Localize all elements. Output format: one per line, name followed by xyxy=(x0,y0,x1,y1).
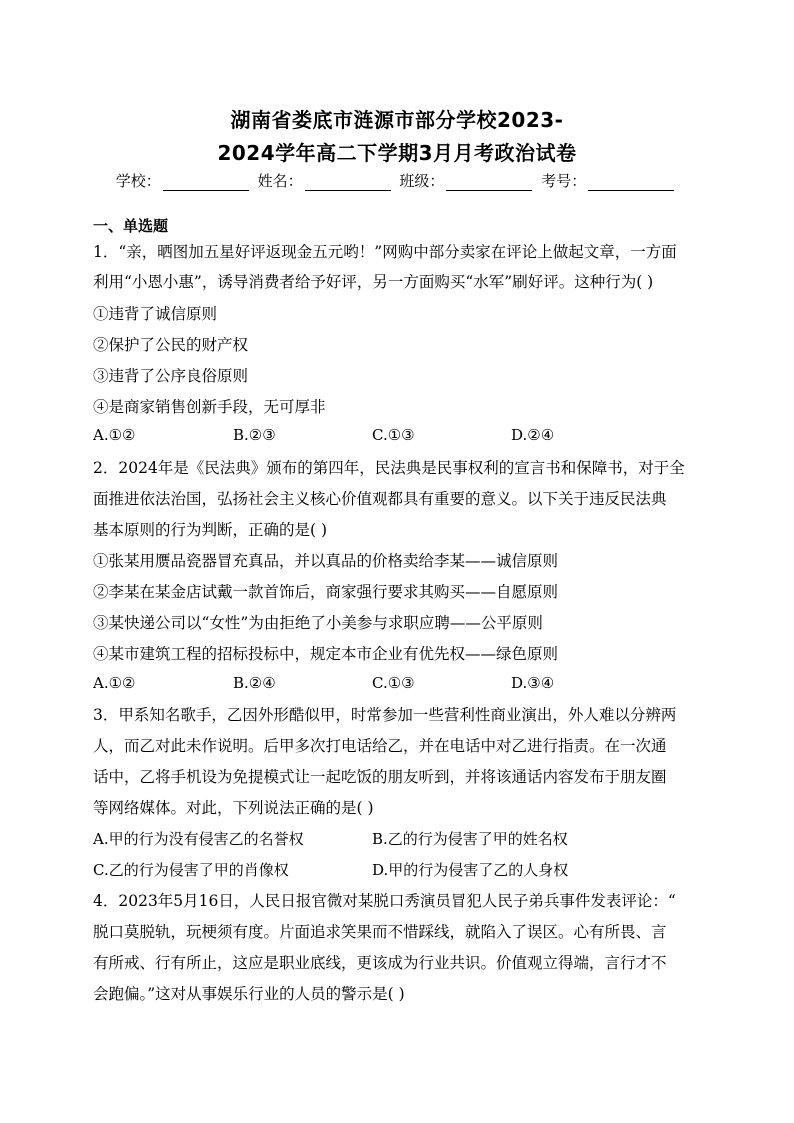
q1-line: 1．“亲，晒图加五星好评返现金五元哟！”网购中部分卖家在评论上做起文章，一方面 xyxy=(93,243,677,261)
student-info-row xyxy=(0,170,794,191)
q1-choice-item: ④是商家销售创新手段，无可厚非 xyxy=(93,398,326,416)
q2-choice-item: ①张某用赝品瓷器冒充真品，并以真品的价格卖给李某——诚信原则 xyxy=(93,552,559,570)
q3-option-a: A.甲的行为没有侵害乙的名誉权 xyxy=(93,830,304,848)
q2-line: 2．2024年是《民法典》颁布的第四年，民法典是民事权利的宣言书和保障书，对于全 xyxy=(93,459,685,477)
q1-option-a: A.①② xyxy=(93,426,136,444)
q4-line: 有所戒、行有所止，这应是职业底线，更该成为行业共识。价值观立得端，言行才不 xyxy=(93,954,667,972)
exam-no-blank xyxy=(588,176,674,191)
class-label: 班级： xyxy=(399,172,445,190)
q3-option-b: B.乙的行为侵害了甲的姓名权 xyxy=(372,830,568,848)
q2-line: 基本原则的行为判断，正确的是( ) xyxy=(93,521,328,539)
q4-line: 4．2023年5月16日，人民日报官微对某脱口秀演员冒犯人民子弟兵事件发表评论：“ xyxy=(93,892,676,910)
q3-line: 3．甲系知名歌手，乙因外形酷似甲，时常参加一些营利性商业演出，外人难以分辨两 xyxy=(93,706,677,724)
q2-choice-item: ④某市建筑工程的招标投标中，规定本市企业有优先权——绿色原则 xyxy=(93,645,559,663)
q2-choice-item: ②李某在某金店试戴一款首饰后，商家强行要求其购买——自愿原则 xyxy=(93,583,559,601)
q3-line: 人，而乙对此未作说明。后甲多次打电话给乙，并在电话中对乙进行指责。在一次通 xyxy=(93,737,667,755)
q1-option-c: C.①③ xyxy=(372,426,415,444)
q1-choice-item: ①违背了诚信原则 xyxy=(93,305,218,323)
name-blank xyxy=(305,176,391,191)
q1-choice-item: ③违背了公序良俗原则 xyxy=(93,367,249,385)
section-title: 一、单选题 xyxy=(93,217,169,235)
q2-option-d: D.③④ xyxy=(511,674,555,692)
q1-option-d: D.②④ xyxy=(511,426,555,444)
q1-line: 利用“小恩小惠”，诱导消费者给予好评，另一方面购买“水军”刷好评。这种行为( ) xyxy=(93,273,654,291)
exam-title-line1: 湖南省娄底市涟源市部分学校2023- xyxy=(230,108,564,132)
q3-line: 等网络媒体。对此，下列说法正确的是( ) xyxy=(93,799,374,817)
q2-choice-item: ③某快递公司以“女性”为由拒绝了小美参与求职应聘——公平原则 xyxy=(93,614,543,632)
q1-option-b: B.②③ xyxy=(233,426,276,444)
q2-option-b: B.②④ xyxy=(233,674,276,692)
school-label: 学校： xyxy=(115,172,161,190)
q3-option-d: D.甲的行为侵害了乙的人身权 xyxy=(372,861,569,879)
name-label: 姓名： xyxy=(257,172,303,190)
q4-line: 会跑偏。”这对从事娱乐行业的人员的警示是( ) xyxy=(93,985,405,1003)
q3-line: 话中，乙将手机设为免提模式让一起吃饭的朋友听到，并将该通话内容发布于朋友圈 xyxy=(93,768,667,786)
q4-line: 脱口莫脱轨，玩梗须有度。片面追求笑果而不惜踩线，就陷入了误区。心有所畏、言 xyxy=(93,923,667,941)
school-blank xyxy=(163,176,249,191)
q2-line: 面推进依法治国，弘扬社会主义核心价值观都具有重要的意义。以下关于违反民法典 xyxy=(93,490,667,508)
q1-choice-item: ②保护了公民的财产权 xyxy=(93,336,249,354)
exam-title-line2: 2024学年高二下学期3月月考政治试卷 xyxy=(217,141,577,165)
q2-option-c: C.①③ xyxy=(372,674,415,692)
q3-option-c: C.乙的行为侵害了甲的肖像权 xyxy=(93,861,289,879)
exam-no-label: 考号： xyxy=(541,172,587,190)
class-blank xyxy=(446,176,532,191)
q2-option-a: A.①② xyxy=(93,674,136,692)
